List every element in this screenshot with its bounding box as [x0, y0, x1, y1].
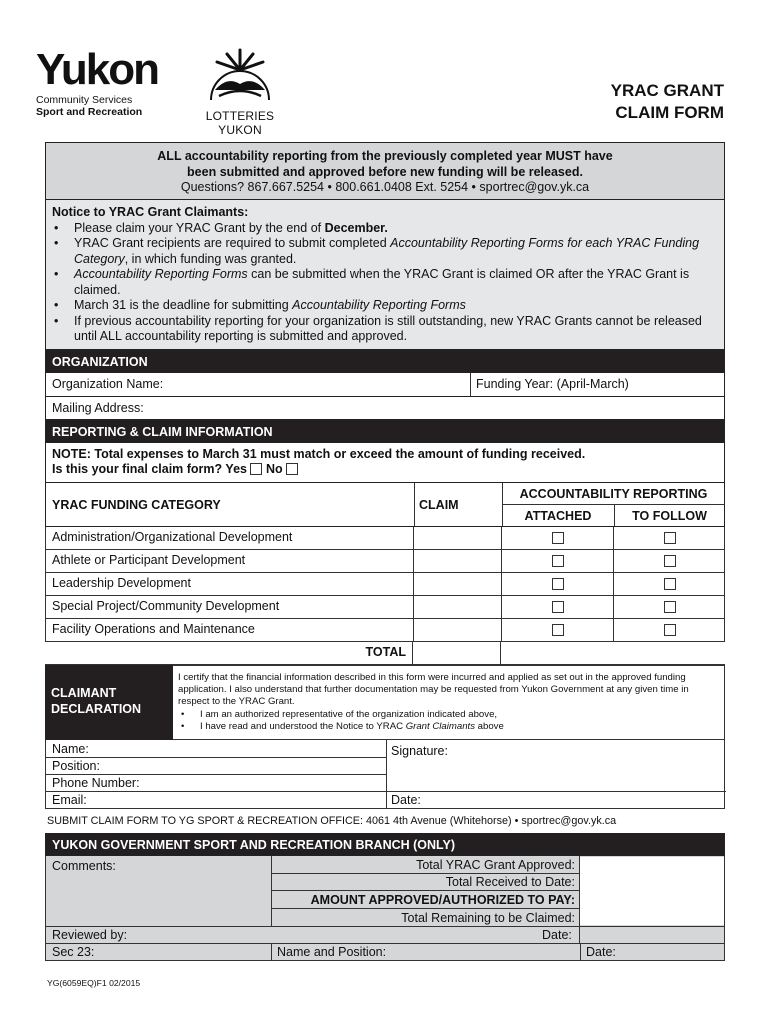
intro-questions: Questions? 867.667.5254 • 800.661.0408 Ext. 5254 • sportrec@gov.yk.ca	[180, 180, 590, 194]
attached-checkbox[interactable]	[552, 555, 564, 567]
signature-label: Signature:	[391, 744, 448, 758]
mailing-address-label: Mailing Address:	[52, 401, 144, 415]
position-field[interactable]	[105, 758, 384, 774]
reporting-note-box	[45, 443, 725, 483]
col-claim: CLAIM	[419, 498, 459, 512]
form-title-line2: CLAIM FORM	[615, 103, 724, 122]
table-row	[45, 619, 725, 642]
submit-instructions: SUBMIT CLAIM FORM TO YG SPORT & RECREATION OFFICE: 4061 4th Avenue (Whitehorse) • sportrec@gov.yk.ca	[47, 815, 617, 827]
declaration-bullet-1: • I am an authorized representative of the organization indicated above,	[181, 708, 498, 720]
category-label: Athlete or Participant Development	[46, 550, 414, 572]
funding-year-label: Funding Year: (April-March)	[476, 377, 629, 391]
claim-field[interactable]	[414, 527, 502, 549]
attached-checkbox[interactable]	[552, 624, 564, 636]
intro-box	[45, 142, 725, 200]
col-category: YRAC FUNDING CATEGORY	[52, 498, 221, 512]
date-field[interactable]	[425, 792, 724, 808]
col-attached: ATTACHED	[524, 509, 592, 523]
lotteries-emblem-icon	[203, 46, 277, 104]
name-label: Name:	[52, 742, 89, 756]
reporting-header: REPORTING & CLAIM INFORMATION	[45, 420, 725, 443]
email-field[interactable]	[90, 792, 384, 808]
lotteries-logo-text: LOTTERIES YUKON	[205, 109, 275, 137]
claim-field[interactable]	[414, 573, 502, 595]
total-received-label: Total Received to Date:	[445, 875, 575, 889]
attached-checkbox[interactable]	[552, 578, 564, 590]
notice-bullet-5: • If previous accountability reporting for your organization is still outstanding, new YRAC Grants cannot be released until ALL accountability reporting is submitted and approved.	[52, 314, 718, 345]
organization-name-label: Organization Name:	[52, 377, 164, 391]
to-follow-checkbox[interactable]	[664, 624, 676, 636]
final-claim-yes-checkbox[interactable]	[250, 463, 262, 475]
notice-box	[45, 200, 725, 350]
organization-name-field[interactable]	[96, 374, 466, 396]
total-approved-label: Total YRAC Grant Approved:	[416, 858, 575, 872]
to-follow-checkbox[interactable]	[664, 601, 676, 613]
yukon-logo-word: Yukon	[36, 45, 159, 94]
table-row	[45, 573, 725, 596]
notice-heading: Notice to YRAC Grant Claimants:	[52, 205, 249, 219]
table-row	[45, 596, 725, 619]
total-claim-field[interactable]	[413, 642, 501, 664]
intro-line1: ALL accountability reporting from the previously completed year MUST have	[157, 149, 613, 163]
final-claim-no-checkbox[interactable]	[286, 463, 298, 475]
declaration-text: I certify that the financial information described in this form were incurred and applied as set out in the approved funding application. I also understand that further documentation may be requested from Yukon Government at any given time in respect to the YRAC Grant. • I am an authorized representative of the organization indicated above, • I have read and understood the Notice to YRAC Grant Claimants above	[173, 665, 725, 740]
date-2-label: Date:	[586, 945, 616, 959]
notice-bullet-1: • Please claim your YRAC Grant by the end of December.	[52, 221, 718, 237]
name-position-label: Name and Position:	[277, 945, 387, 959]
total-remaining-label: Total Remaining to be Claimed:	[401, 911, 575, 925]
table-row	[45, 550, 725, 573]
amount-approved-label: AMOUNT APPROVED/AUTHORIZED TO PAY:	[310, 893, 575, 907]
yukon-logo	[36, 45, 160, 118]
declaration-bullet-2: • I have read and understood the Notice to YRAC Grant Claimants above	[181, 720, 504, 732]
sec23-label: Sec 23:	[52, 945, 95, 959]
claim-field[interactable]	[414, 596, 502, 618]
category-label: Facility Operations and Maintenance	[46, 619, 414, 641]
reviewed-by-label: Reviewed by:	[52, 928, 128, 942]
category-label: Administration/Organizational Development	[46, 527, 414, 549]
date-1-label: Date:	[542, 928, 572, 942]
email-label: Email:	[52, 793, 87, 807]
form-title	[611, 80, 724, 124]
funding-table-header	[45, 483, 725, 527]
col-accountability: ACCOUNTABILITY REPORTING	[519, 487, 708, 501]
form-title-line1: YRAC GRANT	[610, 81, 724, 100]
to-follow-checkbox[interactable]	[664, 555, 676, 567]
to-follow-checkbox[interactable]	[664, 578, 676, 590]
date-label: Date:	[391, 793, 421, 807]
col-to-follow: TO FOLLOW	[632, 509, 707, 523]
comments-label: Comments:	[52, 859, 116, 873]
signature-field[interactable]	[450, 741, 724, 791]
form-code: YG(6059EQ)F1 02/2015	[47, 978, 141, 988]
claim-field[interactable]	[414, 619, 502, 641]
total-label: TOTAL	[45, 642, 413, 664]
declaration-label: CLAIMANT DECLARATION	[45, 665, 173, 740]
table-row	[45, 527, 725, 550]
office-amount-fields[interactable]	[580, 857, 724, 925]
intro-line2: been submitted and approved before new funding will be released.	[187, 164, 583, 179]
position-label: Position:	[52, 759, 100, 773]
mailing-address-row[interactable]	[45, 397, 725, 420]
reporting-note: NOTE: Total expenses to March 31 must match or exceed the amount of funding received.	[52, 447, 586, 461]
yukon-logo-line1: Community Services	[36, 94, 133, 106]
phone-field[interactable]	[145, 775, 384, 791]
office-header: YUKON GOVERNMENT SPORT AND RECREATION BRANCH (ONLY)	[45, 833, 725, 856]
funding-year-field[interactable]	[630, 374, 722, 396]
attached-checkbox[interactable]	[552, 601, 564, 613]
yukon-logo-line2: Sport and Recreation	[36, 106, 143, 118]
to-follow-checkbox[interactable]	[664, 532, 676, 544]
phone-label: Phone Number:	[52, 776, 140, 790]
notice-bullet-4: • March 31 is the deadline for submitting Accountability Reporting Forms	[52, 298, 718, 314]
notice-bullet-3: • Accountability Reporting Forms can be submitted when the YRAC Grant is claimed OR after the YRAC Grant is claimed.	[52, 267, 718, 298]
claim-field[interactable]	[414, 550, 502, 572]
notice-bullet-2: • YRAC Grant recipients are required to submit completed Accountability Reporting Forms for each YRAC Funding Category, in which funding was granted.	[52, 236, 718, 267]
category-label: Leadership Development	[46, 573, 414, 595]
organization-header: ORGANIZATION	[45, 350, 725, 373]
lotteries-yukon-logo	[184, 46, 296, 137]
attached-checkbox[interactable]	[552, 532, 564, 544]
name-field[interactable]	[90, 741, 384, 757]
final-claim-question: Is this your final claim form? Yes No	[52, 462, 718, 477]
category-label: Special Project/Community Development	[46, 596, 414, 618]
total-row	[45, 642, 725, 665]
